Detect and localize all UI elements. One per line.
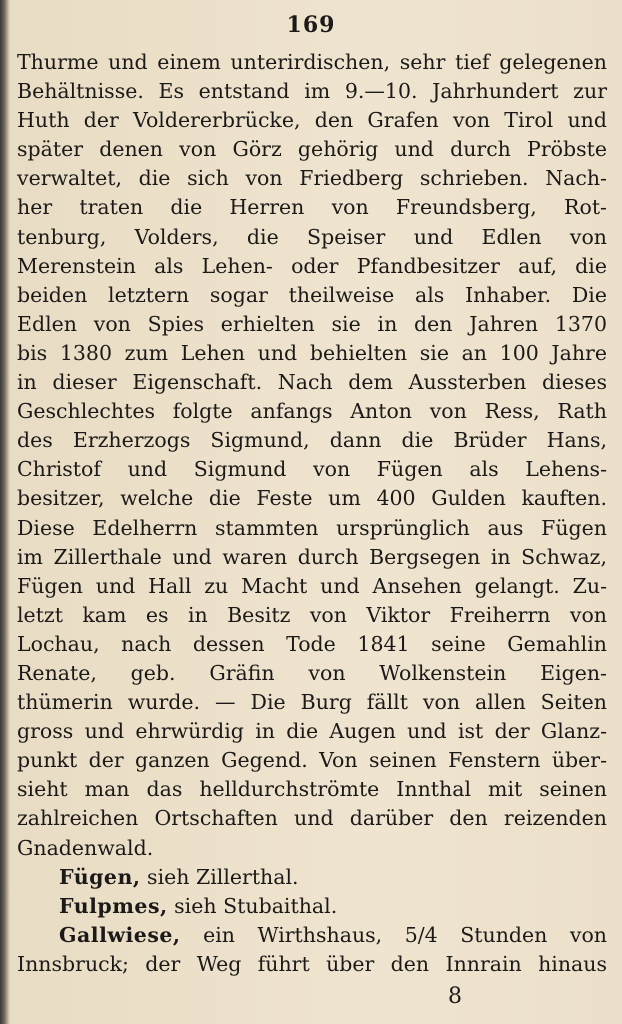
signature-mark: 8 bbox=[448, 984, 462, 1009]
text-line: Behältnisse. Es entstand im 9.—10. Jahrhundert zur bbox=[17, 79, 607, 104]
text-line: Merenstein als Lehen- oder Pfandbesitzer auf, die bbox=[17, 253, 607, 278]
entry-text: sieh Zillerthal. bbox=[140, 864, 299, 889]
text-line: besitzer, welche die Feste um 400 Gulden kauften. bbox=[17, 486, 607, 511]
body-text bbox=[17, 48, 607, 979]
text-line: letzt kam es in Besitz von Viktor Freiherrn von bbox=[17, 602, 607, 627]
text-line: des Erzherzogs Sigmund, dann die Brüder Hans, bbox=[17, 428, 607, 453]
entry-fulpmes bbox=[17, 892, 607, 921]
entry-term: Gallwiese, bbox=[59, 922, 181, 947]
text-line: Christof und Sigmund von Fügen als Lehens- bbox=[17, 457, 607, 482]
text-line: sieht man das helldurchströmte Innthal mit seinen bbox=[17, 777, 607, 802]
text-line: verwaltet, die sich von Friedberg schrieben. Nach- bbox=[17, 166, 607, 191]
text-line: Gnadenwald. bbox=[17, 835, 154, 860]
entry-term: Fügen, bbox=[59, 864, 141, 889]
text-line: Fügen und Hall zu Macht und Ansehen gelangt. Zu- bbox=[17, 573, 607, 598]
entry-text: ein Wirthshaus, 5/4 Stunden von bbox=[180, 922, 607, 947]
text-line: thümerin wurde. — Die Burg fällt von allen Seiten bbox=[17, 690, 607, 715]
text-line: beiden letztern sogar theilweise als Inhaber. Die bbox=[17, 282, 607, 307]
text-line: Renate, geb. Gräfin von Wolkenstein Eigen- bbox=[17, 660, 607, 685]
text-line: tenburg, Volders, die Speiser und Edlen von bbox=[17, 224, 607, 249]
text-line: gross und ehrwürdig in die Augen und ist der Glanz- bbox=[17, 719, 607, 744]
text-line: Innsbruck; der Weg führt über den Innrain hinaus bbox=[17, 951, 607, 976]
page-number: 169 bbox=[286, 12, 336, 38]
entry-term: Fulpmes, bbox=[59, 893, 168, 918]
entry-fuegen bbox=[17, 863, 607, 892]
text-line: in dieser Eigenschaft. Nach dem Aussterben dieses bbox=[17, 370, 607, 395]
text-line: bis 1380 zum Lehen und behielten sie an 100 Jahre bbox=[17, 340, 607, 365]
entry-text: sieh Stubaithal. bbox=[167, 893, 338, 918]
text-line: Diese Edelherrn stammten ursprünglich aus Fügen bbox=[17, 515, 607, 540]
text-line: Edlen von Spies erhielten sie in den Jahren 1370 bbox=[17, 311, 607, 336]
text-line: Huth der Voldererbrücke, den Grafen von Tirol und bbox=[17, 108, 607, 133]
text-line: Thurme und einem unterirdischen, sehr tief gelegenen bbox=[17, 50, 607, 74]
text-line: später denen von Görz gehörig und durch Pröbste bbox=[17, 137, 607, 162]
text-line: zahlreichen Ortschaften und darüber den reizenden bbox=[17, 806, 607, 831]
entry-gallwiese bbox=[17, 921, 607, 950]
text-line: im Zillerthale und waren durch Bergsegen in Schwaz, bbox=[17, 544, 607, 569]
text-line: Lochau, nach dessen Tode 1841 seine Gemahlin bbox=[17, 631, 607, 656]
text-line: Geschlechtes folgte anfangs Anton von Ress, Rath bbox=[17, 399, 607, 424]
text-line: her traten die Herren von Freundsberg, Rot- bbox=[17, 195, 607, 220]
text-line: punkt der ganzen Gegend. Von seinen Fenstern über- bbox=[17, 748, 607, 773]
